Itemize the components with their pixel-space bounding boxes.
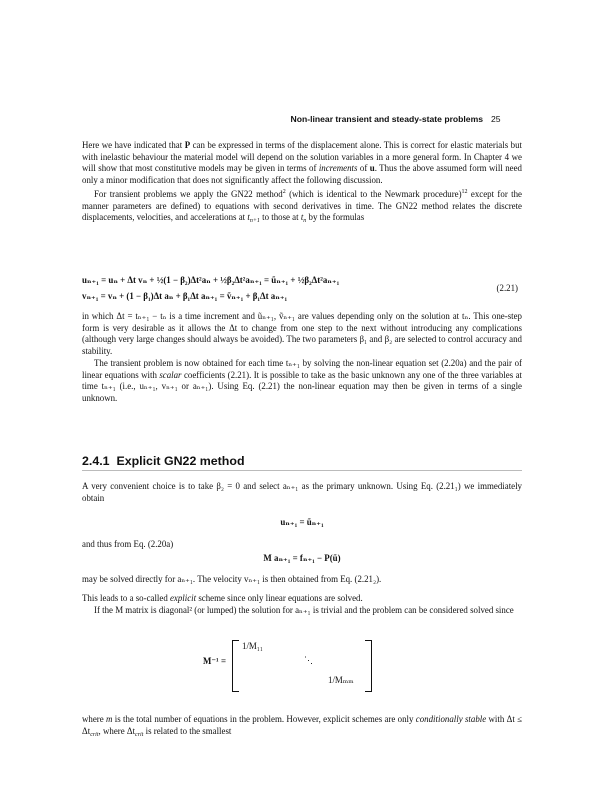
para2-sub-n1: n+1 [249,218,260,225]
para2-sub-n: n [303,218,307,225]
para6-text: and thus from Eq. (2.20a) [82,539,174,549]
para2-text-b: (which is identical to the Newmark procedure) [285,188,462,199]
matrix-entry-top: 1/M₁₁ [242,641,263,651]
matrix-dots: ⋱ [304,655,313,665]
paragraph-10 [82,714,522,741]
paragraph-4 [82,358,522,405]
para10-text-c: with Δt ≤ Δt [82,714,523,736]
section-heading [82,454,245,468]
para8-italic-explicit: explicit [169,593,197,603]
equation-2-21-line2: vₙ₊₁ = vₙ + (1 − β₁)Δt aₙ + β₁Δt aₙ₊₁ = ṽₙ₊₁ + β₁Δt aₙ₊₁ [82,291,288,301]
para10-text-b: is the total number of equations in the problem. However, explicit schemes are only [112,714,416,724]
para2-text-d: to those at [259,212,301,223]
para10-sub-crit-2: crit [135,731,144,738]
para3-text: in which Δt = tₙ₊₁ − tₙ is a time increment and ũₙ₊₁, ṽₙ₊₁ are values depending only on the solution at tₙ. This one-step form is very desirable as it allows the Δt to change from one step to the next without introducing any complications (although very large changes should always be avoided). The two parameters β₁ and β₂ are selected to control accuracy and stability. [82,311,522,357]
para8-text-b: scheme since only linear equations are solved. [196,593,363,603]
para1-text-a: Here we have indicated that [82,140,185,150]
para10-text-a: where [82,714,107,724]
para4-text-a: The transient problem is now obtained for each time tₙ₊₁ by solving the non-linear equation set (2.20a) and the pair of linear equations with [82,357,522,380]
matrix-left-bracket [232,640,239,692]
running-head: Non-linear transient and steady-state problems [290,114,483,124]
matrix-right-bracket [365,640,372,692]
equation-u: uₙ₊₁ = ũₙ₊₁ [280,517,324,527]
para1-bold-p: P [184,140,191,150]
section-rule [82,470,522,471]
para1-bold-u: u [369,163,375,174]
equation-2-21-line1: uₙ₊₁ = uₙ + Δt vₙ + ½(1 − β₂)Δt²aₙ + ½β₂Δt²aₙ₊₁ = ũₙ₊₁ + ½β₂Δt²aₙ₊₁ [82,275,340,285]
paragraph-2 [82,187,522,228]
paragraph-6 [82,539,522,551]
paragraph-9: If the M matrix is diagonal² (or lumped) the solution for aₙ₊₁ is trivial and the problem can be considered solved since [94,604,514,615]
para2-t2: t [300,212,304,223]
paragraph-3 [82,311,522,405]
para2-text-c: except for the manner parameters are defined) to equations with second derivatives in time. The GN22 method relates the discrete displacements, velocities, and accelerations at [82,188,522,223]
para1-text-c: of [357,163,370,174]
para1-text-d: . Thus the above assumed form will need only a minor modification that does not significantly affect the following discussion. [82,163,522,186]
para10-sub-crit: crit [90,731,99,738]
para10-text-d: , where Δt [98,725,136,736]
para1-text-b: can be expressed in terms of the displacement alone. This is correct for elastic materials but with inelastic behaviour the material model will depend on the solution variables in a more general form. In Chapter 4 we will show that most constitutive models may be given in terms of [82,140,522,174]
paragraph-1 [82,140,522,228]
para2-ref-a: 2 [282,188,286,195]
paragraph-8 [82,593,522,616]
paragraph-7 [82,574,522,586]
para4-italic-scalar: scalar [159,369,182,380]
para2-t: t [247,212,250,223]
para1-italic-increments: increments [318,163,358,174]
matrix-entry-bottom: 1/Mₘₘ [328,675,354,685]
para7-text: may be solved directly for aₙ₊₁. The velocity vₙ₊₁ is then obtained from Eq. (2.21₂). [82,574,382,584]
para5-text: A very convenient choice is to take β₂ = 0 and select aₙ₊₁ as the primary unknown. Using Eq. (2.21₁) we immediately obtain [82,481,522,503]
para4-text-b: coefficients (2.21). It is possible to take as the basic unknown any one of the three variables at time tₙ₊₁ (i.e., uₙ₊₁, vₙ₊₁ or aₙ₊₁). Using Eq. (2.21) the non-linear equation may then be given in terms of a single unknown. [82,369,522,403]
section-title: Explicit GN22 method [116,454,245,468]
page-number: 25 [491,114,501,124]
equation-m: M aₙ₊₁ = fₙ₊₁ − P(ũ) [263,553,341,563]
para10-italic-m: m [106,714,113,724]
para8-text-a: This leads to a so-called [82,593,170,603]
inverse-mass-matrix [232,640,372,690]
para10-text-e: is related to the smallest [143,725,232,736]
para2-ref-b: 12 [461,188,468,195]
equation-number-2-21: (2.21) [496,283,518,293]
para2-text-a: For transient problems we apply the GN22 method [94,188,283,199]
matrix-lhs: M⁻¹ = [203,656,226,666]
para2-text-e: by the formulas [306,212,365,223]
para10-italic-conditionally-stable: conditionally stable [415,714,487,724]
section-number: 2.4.1 [82,454,110,468]
paragraph-5 [82,481,522,504]
